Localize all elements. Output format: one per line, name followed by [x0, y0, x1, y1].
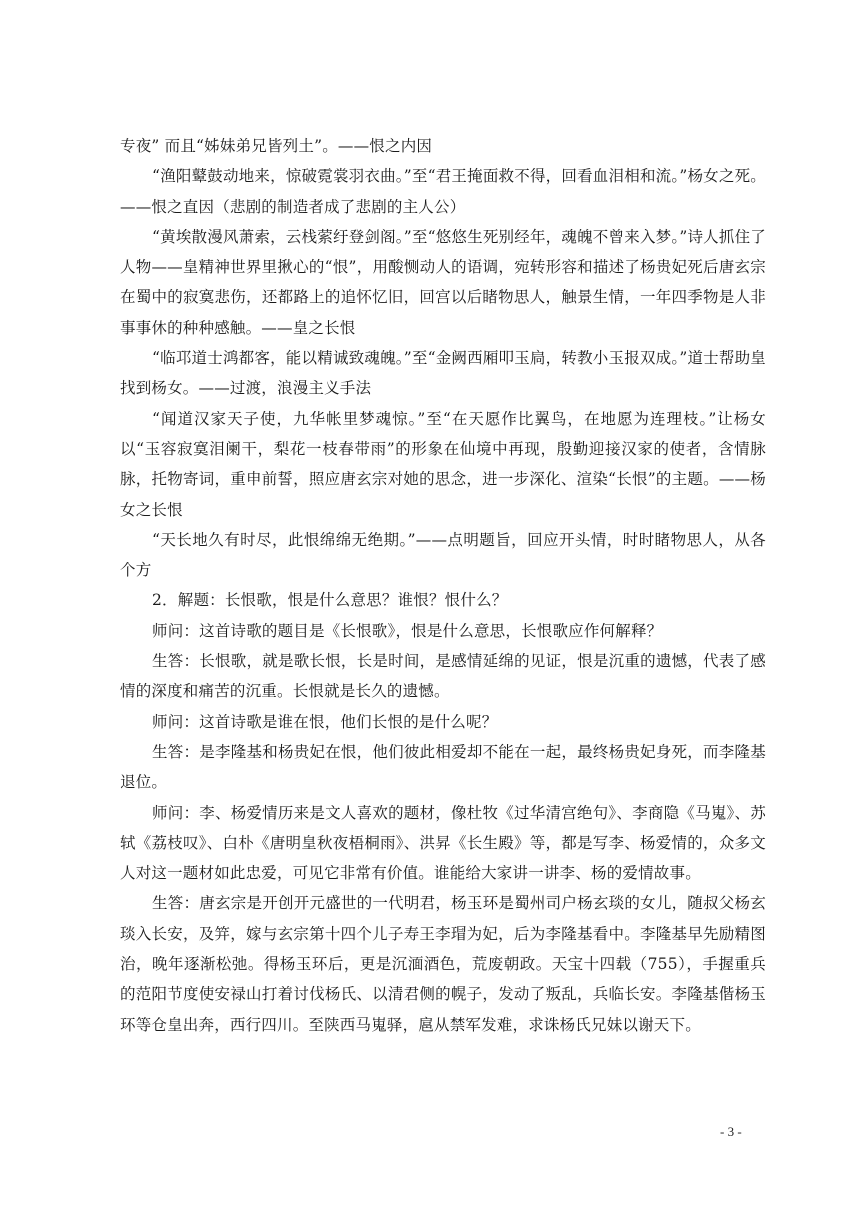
- paragraph: “临邛道士鸿都客，能以精诚致魂魄。”至“金阙西厢叩玉扃，转教小玉报双成。”道士帮助皇找到杨女。——过渡，浪漫主义手法: [120, 349, 766, 398]
- paragraph: 生答：是李隆基和杨贵妃在恨，他们彼此相爱却不能在一起，最终杨贵妃身死，而李隆基退位。: [120, 742, 766, 792]
- paragraph: “黄埃散漫风萧索，云栈萦纡登剑阁。”至“悠悠生死别经年，魂魄不曾来入梦。”诗人抓住了人物——皇精神世界里揪心的“恨”，用酸恻动人的语调，宛转形容和描述了杨贵妃死后唐玄宗在蜀中的寂寞悲伤，还都路上的追怀忆旧，回宫以后睹物思人，触景生情，一年四季物是人非事事休的种种感触。——皇之长恨: [120, 227, 766, 337]
- paragraph: “天长地久有时尽，此恨绵绵无绝期。”——点明题旨，回应开头情，时时睹物思人，从各个方: [120, 530, 766, 580]
- paragraph: 2．解题：长恨歌，恨是什么意思？谁恨？恨什么？: [152, 591, 508, 610]
- paragraph: 师问：这首诗歌是谁在恨，他们长恨的是什么呢？: [152, 712, 498, 731]
- paragraph: 师问：这首诗歌的题目是《长恨歌》，恨是什么意思，长恨歌应作何解释？: [152, 621, 663, 640]
- paragraph: “闻道汉家天子使，九华帐里梦魂惊。”至“在天愿作比翼鸟，在地愿为连理枝。”让杨女以“玉容寂寞泪阑干，梨花一枝春带雨”的形象在仙境中再现，殷勤迎接汉家的使者，含情脉脉，托物寄词，重申前誓，照应唐玄宗对她的思念，进一步深化、渲染“长恨”的主题。——杨女之长恨: [120, 409, 766, 519]
- paragraph: 师问：李、杨爱情历来是文人喜欢的题材，像杜牧《过华清宫绝句》、李商隐《马嵬》、苏轼《荔枝叹》、白朴《唐明皇秋夜梧桐雨》、洪昇《长生殿》等，都是写李、杨爱情的，众多文人对这一题材如此忠爱，可见它非常有价值。谁能给大家讲一讲李、杨的爱情故事。: [120, 803, 766, 883]
- page-number: - 3 -: [720, 1124, 742, 1139]
- paragraph: 专夜” 而且“姊妹弟兄皆列土”。——恨之内因: [120, 137, 433, 155]
- paragraph: 生答：唐玄宗是开创开元盛世的一代明君，杨玉环是蜀州司户杨玄琰的女儿，随叔父杨玄琰入长安，及笄，嫁与玄宗第十四个儿子寿王李瑁为妃，后为李隆基看中。李隆基早先励精图治，晚年逐渐松弛。得杨玉环后，更是沉湎酒色，荒废朝政。天宝十四载（755），手握重兵的范阳节度使安禄山打着讨伐杨氏、以清君侧的幌子，发动了叛乱，兵临长安。李隆基偕杨玉环等仓皇出奔，西行四川。至陕西马嵬驿，扈从禁军发难，求诛杨氏兄妹以谢天下。: [120, 894, 766, 1034]
- body-text: [120, 131, 766, 1040]
- paragraph: 生答：长恨歌，就是歌长恨，长是时间，是感情延绵的见证，恨是沉重的遗憾，代表了感情的深度和痛苦的沉重。长恨就是长久的遗憾。: [120, 652, 766, 701]
- paragraph: “渔阳鼙鼓动地来，惊破霓裳羽衣曲。”至“君王掩面救不得，回看血泪相和流。”杨女之死。——恨之直因（悲剧的制造者成了悲剧的主人公）: [120, 167, 766, 216]
